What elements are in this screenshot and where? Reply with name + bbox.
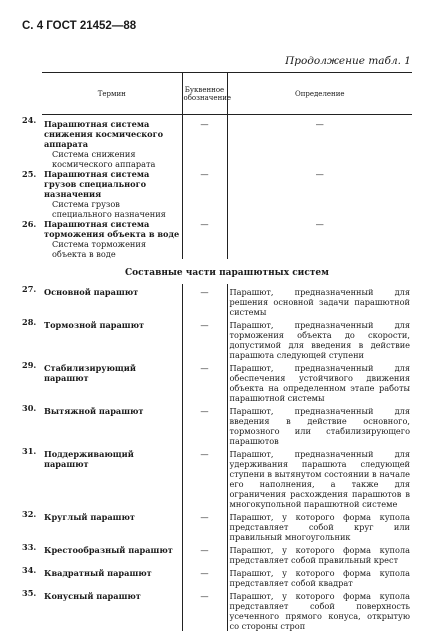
table-row (42, 317, 412, 360)
term-name: Основной парашют (44, 287, 139, 297)
abbr-cell: — (182, 509, 227, 542)
abbr-cell: — (182, 115, 227, 170)
definition-cell: Парашют, предназначенный для удерживания парашюта следующей ступени в вытянутом состоянии в начале его наполнения, а также для ограничения расхождения парашютов в многокупольной парашютной системе (227, 446, 412, 509)
definition-cell: Парашют, предназначенный для торможения объекта до скорости, допустимой для введения в действие парашюта следующей ступени (227, 317, 412, 360)
table-header-row (42, 73, 412, 115)
term-number: 28. (22, 317, 37, 327)
term-name: Крестообразный парашют (44, 545, 173, 555)
section-heading-row (42, 259, 412, 284)
table-row (42, 565, 412, 588)
term-name: Стабилизирующий парашют (44, 363, 136, 383)
abbr-cell: — (182, 542, 227, 565)
term-name: Конусный парашют (44, 591, 141, 601)
term-number: 27. (22, 284, 37, 294)
definition-cell: — (227, 219, 412, 259)
column-header-definition: Определение (227, 73, 412, 115)
term-number: 32. (22, 509, 37, 519)
abbr-cell: — (182, 284, 227, 317)
term-number: 29. (22, 360, 37, 370)
term-name: Круглый парашют (44, 512, 135, 522)
table-row (42, 446, 412, 509)
term-name: Парашютная система торможения объекта в воде (44, 219, 180, 239)
table-row (42, 219, 412, 259)
definition-cell: Парашют, предназначенный для решения основной задачи парашютной системы (227, 284, 412, 317)
term-name: Поддерживающий парашют (44, 449, 134, 469)
term-name: Парашютная система грузов специального назначения (44, 169, 150, 199)
term-number: 33. (22, 542, 37, 552)
definition-cell: Парашют, у которого форма купола представляет собой правильный крест (227, 542, 412, 565)
table-row (42, 509, 412, 542)
section-heading: Составные части парашютных систем (125, 268, 329, 278)
term-synonym: Система снижения космического аппарата (52, 149, 156, 169)
term-name: Квадратный парашют (44, 568, 152, 578)
page-header: С. 4 ГОСТ 21452—88 (22, 20, 137, 32)
term-name: Парашютная система снижения космического аппарата (44, 119, 164, 149)
abbr-cell: — (182, 219, 227, 259)
term-name: Тормозной парашют (44, 320, 145, 330)
abbr-cell: — (182, 403, 227, 446)
definition-cell: Парашют, у которого форма купола представляет собой квадрат (227, 565, 412, 588)
term-number: 26. (22, 219, 37, 229)
column-header-term: Термин (42, 73, 182, 115)
table-continuation-label: Продолжение табл. 1 (285, 55, 411, 67)
term-name: Вытяжной парашют (44, 406, 144, 416)
column-header-abbr: Буквенное обозначение (182, 73, 227, 115)
abbr-cell: — (182, 317, 227, 360)
definition-cell: — (227, 115, 412, 170)
table-row (42, 588, 412, 631)
definition-cell: Парашют, у которого форма купола представляет собой поверхность усеченного прямого конуса, открытую со стороны строп (227, 588, 412, 631)
abbr-cell: — (182, 588, 227, 631)
term-number: 30. (22, 403, 37, 413)
abbr-cell: — (182, 169, 227, 219)
abbr-cell: — (182, 565, 227, 588)
table-row (42, 115, 412, 170)
abbr-cell: — (182, 360, 227, 403)
definition-cell: Парашют, предназначенный для введения в действие основного, тормозного или стабилизирующего парашютов (227, 403, 412, 446)
table-row (42, 403, 412, 446)
abbr-cell: — (182, 446, 227, 509)
term-number: 25. (22, 169, 37, 179)
definition-cell: Парашют, у которого форма купола представляет собой круг или правильный многоугольник (227, 509, 412, 542)
term-number: 35. (22, 588, 37, 598)
definition-cell: Парашют, предназначенный для обеспечения устойчивого движения объекта на определенном этапе работы парашютной системы (227, 360, 412, 403)
table-row (42, 284, 412, 317)
term-number: 31. (22, 446, 37, 456)
table-row (42, 169, 412, 219)
term-synonym: Система грузов специального назначения (52, 199, 166, 219)
term-synonym: Система торможения объекта в воде (52, 239, 146, 259)
term-number: 24. (22, 115, 37, 125)
table-row (42, 542, 412, 565)
table-body (22, 115, 412, 632)
table-row (42, 360, 412, 403)
definition-cell: — (227, 169, 412, 219)
terms-table (22, 72, 412, 631)
term-number: 34. (22, 565, 37, 575)
